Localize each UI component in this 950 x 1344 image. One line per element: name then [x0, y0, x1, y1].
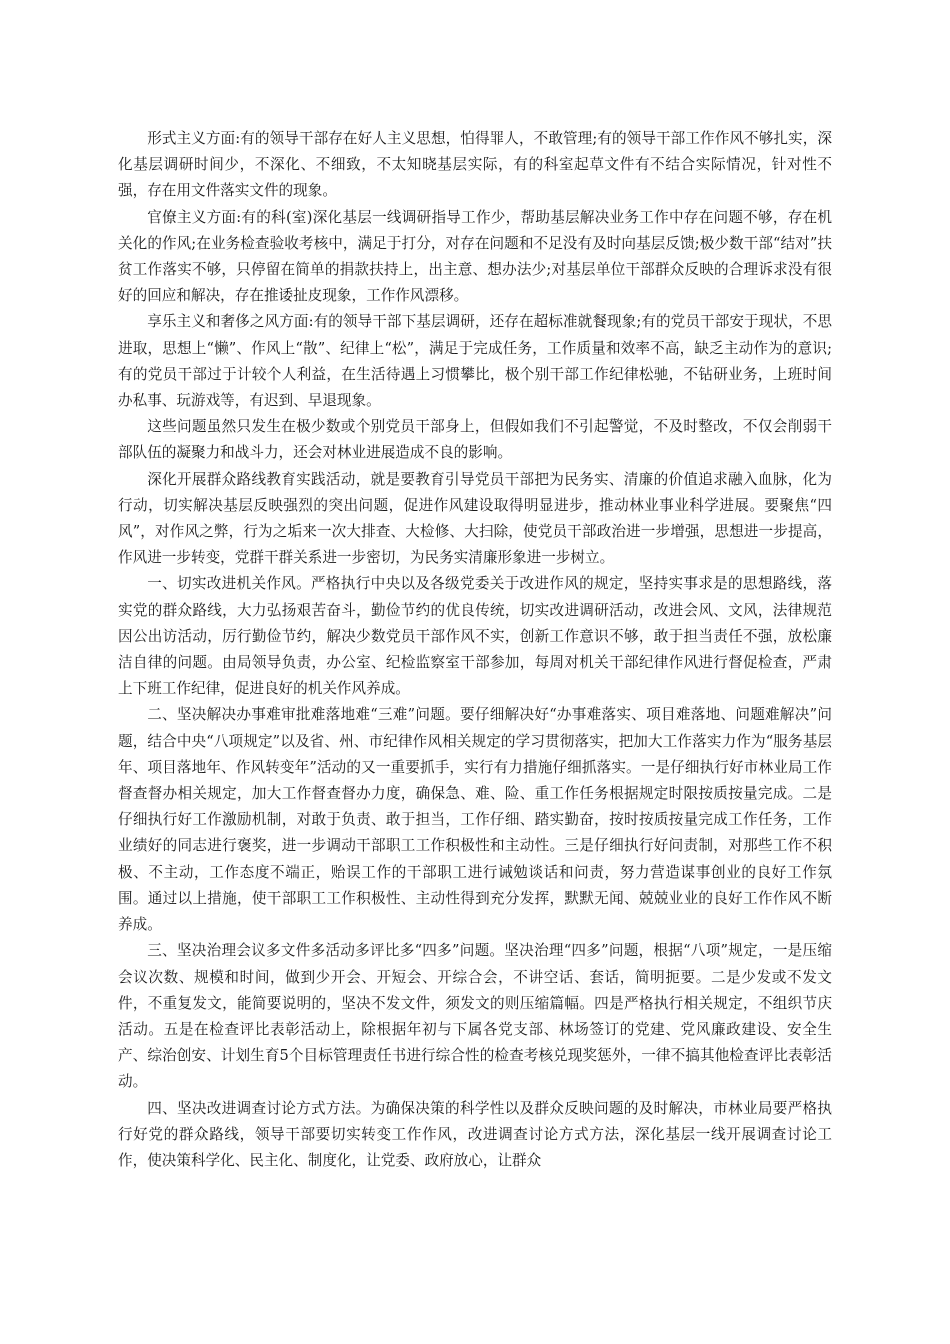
paragraph-item-1-office-style: 一、切实改进机关作风。严格执行中央以及各级党委关于改进作风的规定，坚持实事求是的思想路线，落实党的群众路线，大力弘扬艰苦奋斗，勤俭节约的优良传统，切实改进调研活动，改进会风、文风，法律规范因公出访活动，厉行勤俭节约，解决少数党员干部作风不实，创新工作意识不够，敢于担当责任不强，放松廉洁自律的问题。由局领导负责，办公室、纪检监察室干部参加，每周对机关干部纪律作风进行督促检查，严肃上下班工作纪律，促进良好的机关作风养成。: [118, 575, 832, 698]
paragraph-education-campaign: 深化开展群众路线教育实践活动，就是要教育引导党员干部把为民务实、清廉的价值追求融入血脉，化为行动，切实解决基层反映强烈的突出问题，促进作风建设取得明显进步，推动林业事业科学进展。要聚焦“四风”，对作风之弊，行为之垢来一次大排查、大检修、大扫除，使党员干部政治进一步增强，思想进一步提高，作风进一步转变，党群干群关系进一步密切，为民务实清廉形象进一步树立。: [118, 470, 832, 567]
paragraph-bureaucratism: 官僚主义方面:有的科(室)深化基层一线调研指导工作少，帮助基层解决业务工作中存在问题不够，存在机关化的作风;在业务检查验收考核中，满足于打分，对存在问题和不足没有及时向基层反馈;极少数干部“结对”扶贫工作落实不够，只停留在简单的捐款扶持上，出主意、想办法少;对基层单位干部群众反映的合理诉求没有很好的回应和解决，存在推诿扯皮现象，工作作风漂移。: [118, 208, 832, 305]
document-body: [118, 126, 832, 1174]
paragraph-item-4-research-methods: 四、坚决改进调查讨论方式方法。为确保决策的科学性以及群众反映问题的及时解决，市林业局要严格执行好党的群众路线，领导干部要切实转变工作作风，改进调查讨论方式方法，深化基层一线开展调查讨论工作，使决策科学化、民主化、制度化，让党委、政府放心，让群众: [118, 1099, 832, 1169]
paragraph-formalism: 形式主义方面:有的领导干部存在好人主义思想，怕得罪人，不敢管理;有的领导干部工作作风不够扎实，深化基层调研时间少，不深化、不细致，不太知晓基层实际，有的科室起草文件有不结合实际情况，针对性不强，存在用文件落实文件的现象。: [118, 130, 832, 200]
paragraph-hedonism-extravagance: 享乐主义和奢侈之风方面:有的领导干部下基层调研，还存在超标准就餐现象;有的党员干部安于现状，不思进取，思想上“懒”、作风上“散”、纪律上“松”，满足于完成任务，工作质量和效率不高，缺乏主动作为的意识;有的党员干部过于计较个人利益，在生活待遇上习惯攀比，极个别干部工作纪律松驰，不钻研业务，上班时间办私事、玩游戏等，有迟到、早退现象。: [118, 313, 832, 410]
paragraph-problem-impact: 这些问题虽然只发生在极少数或个别党员干部身上，但假如我们不引起警觉，不及时整改，不仅会削弱干部队伍的凝聚力和战斗力，还会对林业进展造成不良的影响。: [118, 418, 832, 462]
paragraph-item-2-three-difficulties: 二、坚决解决办事难审批难落地难“三难”问题。要仔细解决好“办事难落实、项目难落地、问题难解决”问题，结合中央“八项规定”以及省、州、市纪律作风相关规定的学习贯彻落实，把加大工作落实力作为“服务基层年、项目落地年、作风转变年”活动的又一重要抓手，实行有力措施仔细抓落实。一是仔细执行好市林业局工作督查督办相关规定，加大工作督查督办力度，确保急、难、险、重工作任务根据规定时限按质按量完成。二是仔细执行好工作激励机制，对敢于负责、敢于担当，工作仔细、踏实勤奋，按时按质按量完成工作任务，工作业绩好的同志进行褒奖，进一步调动干部职工工作积极性和主动性。三是仔细执行好问责制，对那些工作不积极、不主动，工作态度不端正，贻误工作的干部职工进行诫勉谈话和问责，努力营造谋事创业的良好工作氛围。通过以上措施，使干部职工工作积极性、主动性得到充分发挥，默默无闻、兢兢业业的良好工作作风不断养成。: [118, 706, 832, 934]
paragraph-item-3-four-excesses: 三、坚决治理会议多文件多活动多评比多“四多”问题。坚决治理“四多”问题，根据“八项”规定，一是压缩会议次数、规模和时间，做到少开会、开短会、开综合会，不讲空话、套话，简明扼要。二是少发或不发文件，不重复发文，能简要说明的，坚决不发文件，须发文的则压缩篇幅。四是严格执行相关规定，不组织节庆活动。五是在检查评比表彰活动上，除根据年初与下属各党支部、林场签订的党建、党风廉政建设、安全生产、综治创安、计划生育5个目标管理责任书进行综合性的检查考核兑现奖惩外，一律不搞其他检查评比表彰活动。: [118, 942, 832, 1091]
